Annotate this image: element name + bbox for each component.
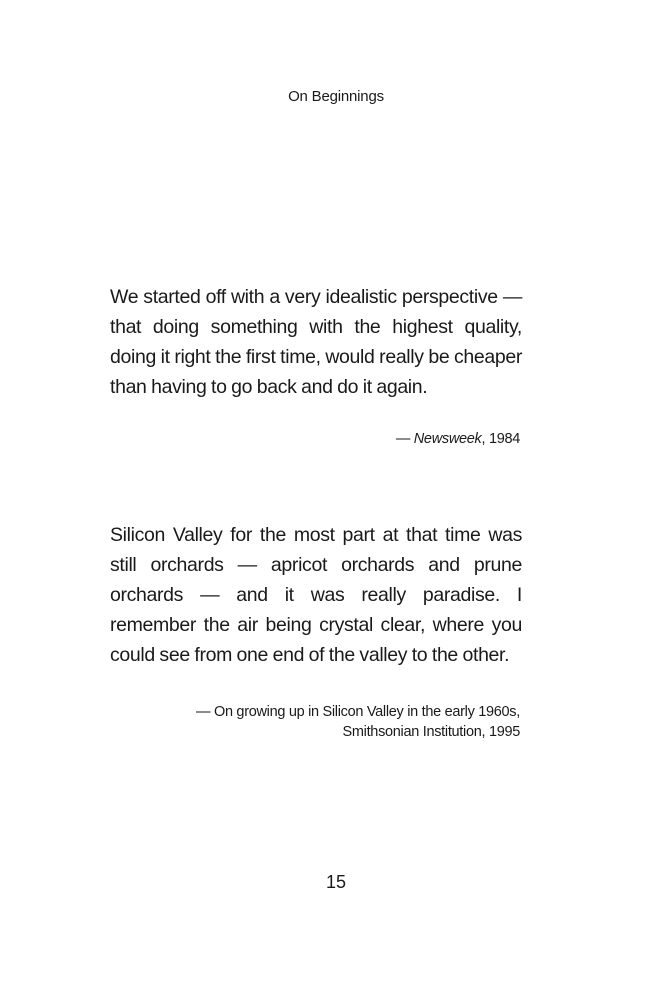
running-header: On Beginnings bbox=[288, 88, 384, 105]
attribution-dash: — bbox=[395, 431, 414, 447]
attribution-year: , 1984 bbox=[481, 431, 520, 447]
attribution-line-context: — On growing up in Silicon Valley in the early 1960s, bbox=[196, 704, 520, 720]
quote-attribution-newsweek bbox=[110, 429, 520, 449]
attribution-line-source: Smithsonian Institution, 1995 bbox=[342, 724, 520, 740]
quote-attribution-smithsonian bbox=[110, 702, 520, 742]
attribution-source: Newsweek bbox=[413, 431, 482, 447]
quote-text-silicon-valley: Silicon Valley for the most part at that time was still orchards — apricot orchards and prune orchards — and it was really paradise. I remember the air being crystal clear, where you could see from one end of the valley to the other. bbox=[110, 524, 522, 666]
quote-text-newsweek: We started off with a very idealistic perspective — that doing something with the highest quality, doing it right the first time, would really be cheaper than having to go back and do it again. bbox=[110, 286, 522, 398]
page-number: 15 bbox=[325, 872, 347, 892]
